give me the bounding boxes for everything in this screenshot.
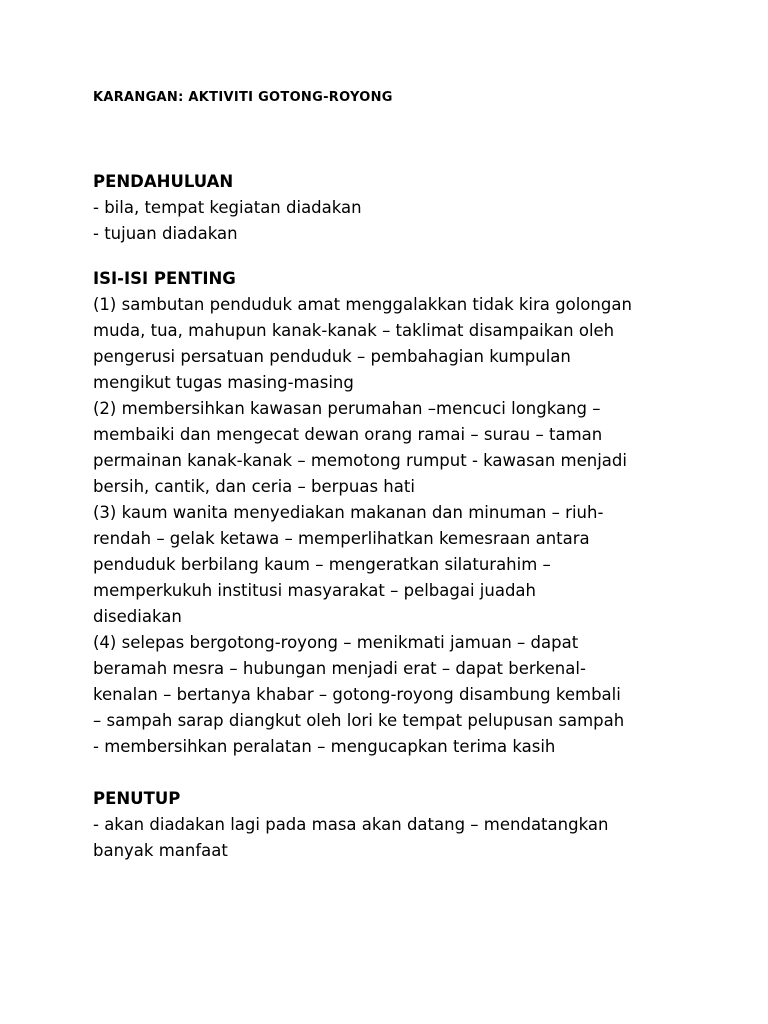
text-line: (4) selepas bergotong-royong – menikmati jamuan – dapat <box>93 633 579 652</box>
section-heading: PENDAHULUAN <box>93 172 234 191</box>
text-line: pengerusi persatuan penduduk – pembahagian kumpulan <box>93 347 571 366</box>
text-line: – sampah sarap diangkut oleh lori ke tempat pelupusan sampah <box>93 711 625 730</box>
text-line: - tujuan diadakan <box>93 224 238 243</box>
text-line: muda, tua, mahupun kanak-kanak – taklimat disampaikan oleh <box>93 321 615 340</box>
section-heading: ISI-ISI PENTING <box>93 269 236 288</box>
text-line: - membersihkan peralatan – mengucapkan terima kasih <box>93 737 556 756</box>
text-line: - bila, tempat kegiatan diadakan <box>93 198 362 217</box>
section-heading: PENUTUP <box>93 789 181 808</box>
section-pendahuluan <box>93 169 693 247</box>
text-line: banyak manfaat <box>93 841 228 860</box>
text-line: bersih, cantik, dan ceria – berpuas hati <box>93 477 415 496</box>
text-line: permainan kanak-kanak – memotong rumput - kawasan menjadi <box>93 451 627 470</box>
text-line: rendah – gelak ketawa – memperlihatkan kemesraan antara <box>93 529 590 548</box>
text-line: (1) sambutan penduduk amat menggalakkan tidak kira golongan <box>93 295 632 314</box>
text-line: membaiki dan mengecat dewan orang ramai – surau – taman <box>93 425 603 444</box>
text-line: (2) membersihkan kawasan perumahan –mencuci longkang – <box>93 399 601 418</box>
text-line: memperkukuh institusi masyarakat – pelbagai juadah <box>93 581 537 600</box>
text-line: beramah mesra – hubungan menjadi erat – dapat berkenal- <box>93 659 586 678</box>
section-penutup <box>93 786 693 864</box>
text-line: penduduk berbilang kaum – mengeratkan silaturahim – <box>93 555 551 574</box>
text-line: - akan diadakan lagi pada masa akan datang – mendatangkan <box>93 815 609 834</box>
text-line: (3) kaum wanita menyediakan makanan dan minuman – riuh- <box>93 503 604 522</box>
text-line: disediakan <box>93 607 182 626</box>
section-isi-isi-penting <box>93 266 693 760</box>
text-line: kenalan – bertanya khabar – gotong-royong disambung kembali <box>93 685 621 704</box>
text-line: mengikut tugas masing-masing <box>93 373 354 392</box>
document-title: KARANGAN: AKTIVITI GOTONG-ROYONG <box>93 90 393 105</box>
